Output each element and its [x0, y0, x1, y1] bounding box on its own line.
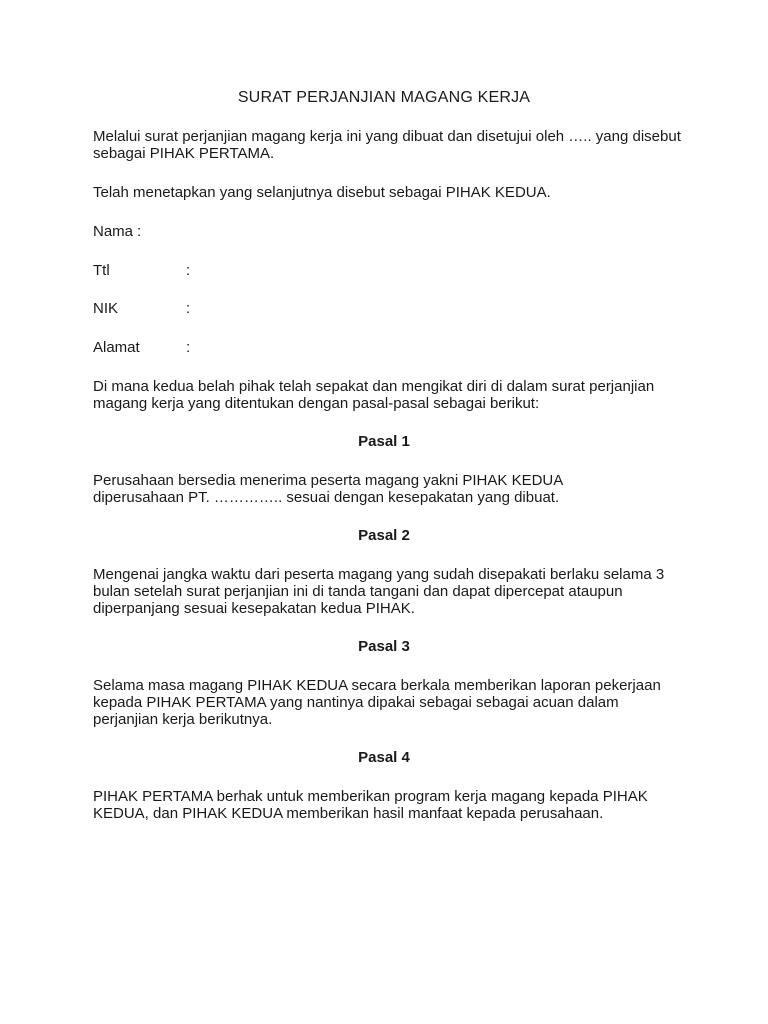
field-nama	[93, 223, 141, 240]
field-nama-label: Nama	[93, 223, 134, 240]
article-4-heading: Pasal 4	[358, 749, 410, 766]
article-1-heading: Pasal 1	[358, 433, 410, 450]
agreement-intro-paragraph: Di mana kedua belah pihak telah sepakat dan mengikat diri di dalam surat perjanjian magang kerja yang ditentukan dengan pasal-pasal sebagai berikut:	[93, 378, 655, 412]
field-nama-colon: :	[137, 223, 142, 240]
article-2-text: Mengenai jangka waktu dari peserta magang yang sudah disepakati berlaku selama 3 bulan setelah surat perjanjian ini di tanda tangani dan dapat dipercepat ataupun diperpanjang sesuai kesepakatan kedua PIHAK.	[93, 566, 665, 617]
field-ttl-colon: :	[186, 262, 191, 279]
intro-paragraph-2: Telah menetapkan yang selanjutnya disebut sebagai PIHAK KEDUA.	[93, 184, 551, 201]
field-nik	[93, 300, 191, 317]
field-nik-colon: :	[186, 300, 191, 317]
field-ttl	[93, 262, 191, 279]
field-nik-label: NIK	[93, 300, 119, 317]
field-ttl-label: Ttl	[93, 262, 110, 279]
article-4-text: PIHAK PERTAMA berhak untuk memberikan program kerja magang kepada PIHAK KEDUA, dan PIHAK KEDUA memberikan hasil manfaat kepada perusahaan.	[93, 788, 648, 822]
article-3-text: Selama masa magang PIHAK KEDUA secara berkala memberikan laporan pekerjaan kepada PIHAK PERTAMA yang nantinya dipakai sebagai sebagai acuan dalam perjanjian kerja berikutnya.	[93, 677, 661, 728]
document-title: SURAT PERJANJIAN MAGANG KERJA	[237, 89, 531, 106]
article-1-text: Perusahaan bersedia menerima peserta magang yakni PIHAK KEDUA diperusahaan PT. ………….. sesuai dengan kesepakatan yang dibuat.	[93, 472, 563, 506]
article-3-heading: Pasal 3	[358, 638, 410, 655]
field-alamat-label: Alamat	[93, 339, 140, 356]
field-alamat	[93, 339, 191, 356]
article-2-heading: Pasal 2	[358, 527, 410, 544]
field-alamat-colon: :	[186, 339, 191, 356]
intro-paragraph-1: Melalui surat perjanjian magang kerja ini yang dibuat dan disetujui oleh ….. yang disebut sebagai PIHAK PERTAMA.	[93, 128, 681, 162]
